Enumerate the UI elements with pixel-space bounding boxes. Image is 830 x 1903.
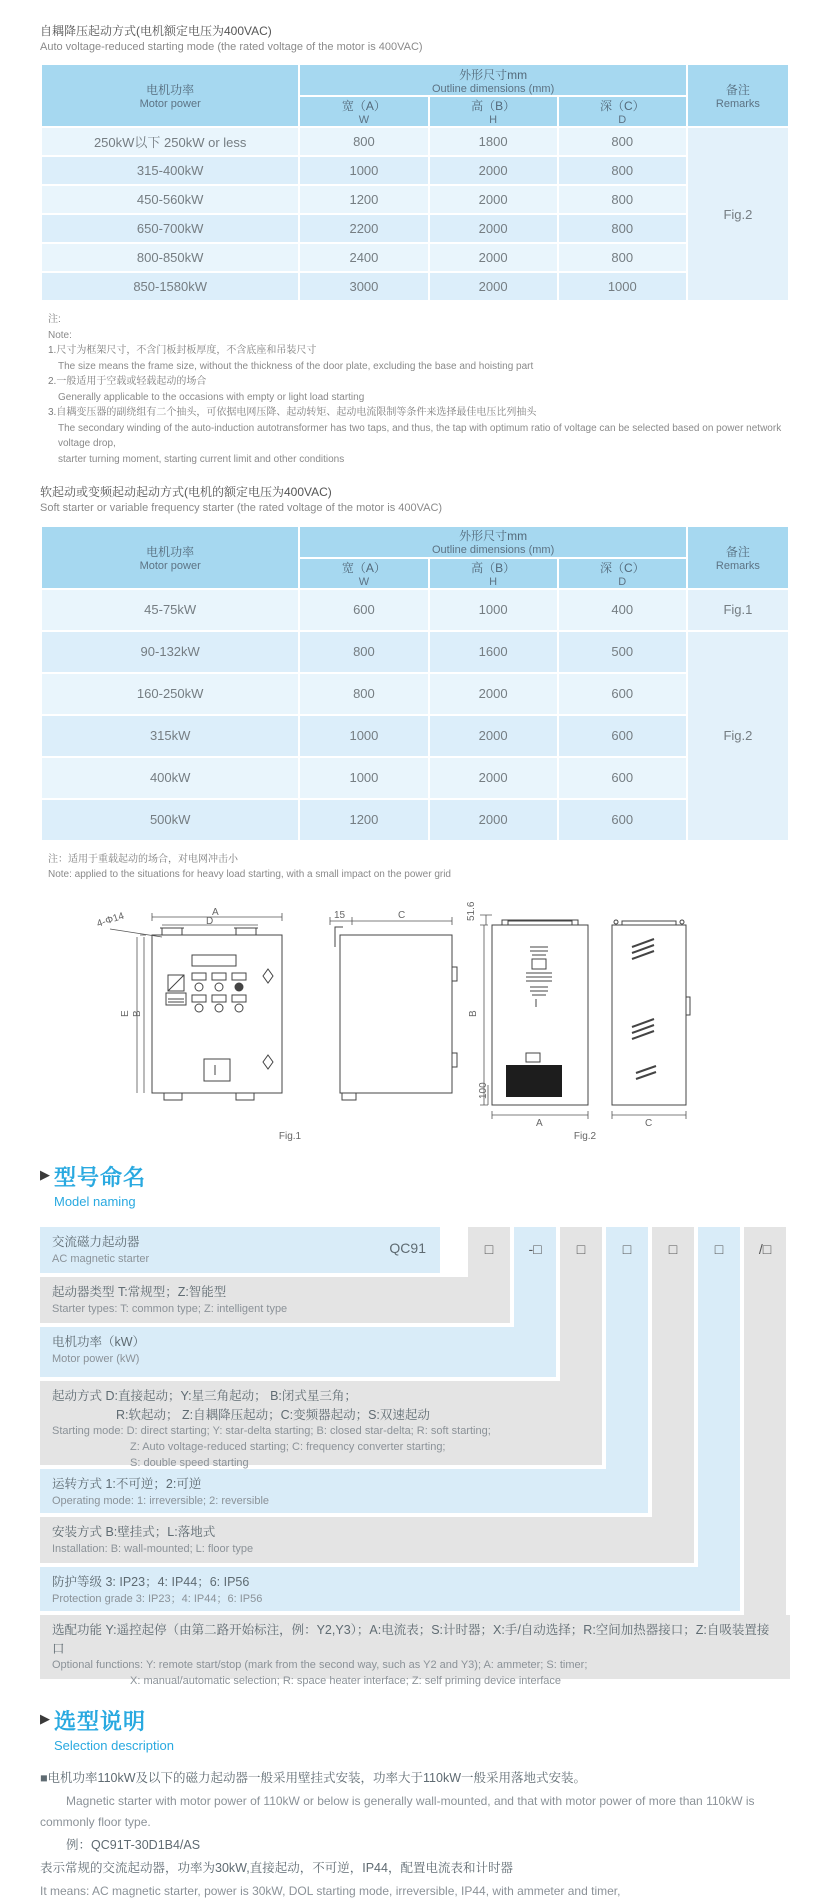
dim-label-51-6: 51.6 [466,901,477,921]
dim-label-holes: 4-Φ14 [95,910,126,930]
code-box-3: □ [576,1240,586,1257]
code-box-5: □ [668,1240,678,1257]
code-box-1: □ [484,1240,494,1257]
dim-label-A2: A [536,1117,543,1129]
selection-title-en: Selection description [54,1737,174,1753]
col-header-depth: 深（C） D [558,96,687,127]
col-header-motor-power: 电机功率 Motor power [41,64,299,127]
selection-example-code: 例：QC91T-30D1B4/AS [66,1837,201,1852]
dim-label-C2: C [645,1117,653,1129]
code-box-6: □ [714,1240,724,1257]
selection-example-en: It means: AC magnetic starter, power is 30kW, DOL starting mode, irreversible, IP44, with ammeter and timer, [40,1884,621,1899]
fig1-side-dimensions [330,917,452,925]
table-row: 160-250kW 800 2000 600 [41,673,789,715]
col-header-width: 宽（A） W [299,558,428,589]
mn-row-base: 交流磁力起动器 AC magnetic starter QC91 [40,1227,440,1273]
dim-label-15: 15 [334,909,346,921]
dim-label-C: C [398,909,406,921]
table-row: 400kW 1000 2000 600 [41,757,789,799]
auto-voltage-table [40,63,790,302]
code-column-6 [698,1227,740,1567]
dim-label-A: A [212,906,219,918]
code-column-5 [652,1227,694,1517]
table-row: 850-1580kW 3000 2000 1000 [41,272,789,301]
col-header-height: 高（B） H [429,558,558,589]
table2-remark-fig2: Fig.2 [687,631,789,841]
model-naming-diagram [40,1227,790,1688]
table1-title-en: Auto voltage-reduced starting mode (the rated voltage of the motor is 400VAC) [40,41,423,53]
fig2-front-view [492,920,588,1105]
selection-para-en2: commonly floor type. [40,1815,151,1830]
table-row: 90-132kW 800 1600 500 Fig.2 [41,631,789,673]
code-column-4 [606,1227,648,1469]
col-header-remarks: 备注 Remarks [687,526,789,589]
model-naming-title-zh: 型号命名 [54,1164,147,1190]
selection-title-zh: 选型说明 [54,1708,147,1734]
code-column-2 [514,1227,556,1327]
table-row: 500kW 1200 2000 600 [41,799,789,841]
dim-label-B2: B [468,1010,479,1017]
col-header-outline: 外形尺寸mm Outline dimensions (mm) [299,526,687,558]
fig1-caption: Fig.1 [278,1130,302,1142]
mn-row-motor-power: 电机功率（kW） Motor power (kW) [40,1327,556,1377]
table1-title-zh: 自耦降压起动方式(电机额定电压为400VAC) [40,24,272,38]
mn-row-operating-mode: 运转方式 1:不可逆；2:可逆 Operating mode: 1: irreversible; 2: reversible [40,1469,648,1513]
col-header-width: 宽（A） W [299,96,428,127]
col-header-motor-power: 电机功率 Motor power [41,526,299,589]
fig2-caption: Fig.2 [573,1130,597,1142]
table-row: 45-75kW 600 1000 400 Fig.1 [41,589,789,631]
table1-notes: 注: Note: 1.尺寸为框架尺寸，不含门板封板厚度，不含底座和吊装尺寸 The size means the frame size, without the thickness of the door plate, excluding the base and hoisting part 2.一般适用于空载或轻载起动的场合 Generally applicable to the occasions with empty or light load starting 3.自耦变压器的副绕组有二个抽头，可依据电网压降、起动转矩、起动电流限制等条件来选择最佳电压比列抽头 The secondary winding of the auto-induction autotransformer has two taps, and thus, the tap with optimum ratio of voltage can be selected based on power network voltage drop, starter turning moment, starting current limit and other conditions [48,314,782,465]
col-header-height: 高（B） H [429,96,558,127]
dimension-drawings-svg [40,901,790,1142]
selection-body [40,1767,790,1903]
fig2-side-view [612,920,690,1105]
dim-label-D: D [206,915,214,927]
mn-row-optional-functions: 选配功能 Y:遥控起停（由第二路开始标注，例：Y2,Y3）；A:电流表；S:计时器；X:手/自动选择；R:空间加热器接口；Z:自吸装置接口 Optional functions: Y: remote start/stop (mark from the second way, such as Y2 and Y3); A: ammeter; S: timer; X: manual/automatic selection; R: space heater interface; Z: self priming device interface [40,1615,790,1679]
selection-example-zh: 表示常规的交流起动器，功率为30kW,直接起动，不可逆，IP44，配置电流表和计时器 [40,1861,513,1876]
fig1-dimensions [110,913,282,1093]
code-box-4: □ [622,1240,632,1257]
dim-label-E: E [120,1010,131,1017]
selection-para-en1: Magnetic starter with motor power of 110kW or below is generally wall-mounted, and that with motor power of more than 110kW is [66,1793,755,1808]
table-row: 800-850kW 2400 2000 800 [41,243,789,272]
code-box-2: -□ [528,1240,542,1257]
table2-remark-fig1: Fig.1 [687,589,789,631]
model-naming-title-en: Model naming [54,1193,136,1209]
code-column-7 [744,1227,786,1615]
model-naming-heading [40,1161,790,1209]
code-column-3 [560,1227,602,1381]
section-arrow-icon: ▶ [40,1710,50,1726]
fig1-side-view [335,927,457,1100]
section-arrow-icon: ▶ [40,1166,50,1182]
col-header-outline: 外形尺寸mm Outline dimensions (mm) [299,64,687,96]
code-column-1 [468,1227,510,1277]
col-header-remarks: 备注 Remarks [687,64,789,127]
series-code: QC91 [389,1239,426,1256]
table2-title-en: Soft starter or variable frequency starter (the rated voltage of the motor is 400VAC) [40,502,443,515]
table-row: 250kW以下 250kW or less 800 1800 800 Fig.2 [41,127,789,156]
mn-row-installation: 安装方式 B:壁挂式；L:落地式 Installation: B: wall-mounted; L: floor type [40,1517,694,1563]
table-row: 315-400kW 1000 2000 800 [41,156,789,185]
selection-heading [40,1705,790,1753]
table1-remark: Fig.2 [687,127,789,301]
table2-notes: 注：适用于重载起动的场合，对电网冲击小 Note: applied to the situations for heavy load starting, with a small impact on the power grid [48,853,451,881]
mn-row-starting-mode: 起动方式 D:直接起动；Y:星三角起动； B:闭式星三角； R:软起动； Z:自耦降压起动；C:变频器起动；S:双速起动 Starting mode: D: direct starting; Y: star-delta starting; B: closed star-delta; R: soft starting; Z: Auto voltage-reduced starting; C: frequency converter starting; S: double speed starting [40,1381,602,1465]
outline-drawings [40,901,790,1147]
soft-starter-table [40,525,790,842]
table-row: 315kW 1000 2000 600 [41,715,789,757]
table-row: 450-560kW 1200 2000 800 [41,185,789,214]
selection-para-zh: ■电机功率110kW及以下的磁力起动器一般采用壁挂式安装，功率大于110kW一般采用落地式安装。 [40,1770,587,1785]
table-row: 650-700kW 2200 2000 800 [41,214,789,243]
fig1-front-view [152,928,282,1100]
dim-label-B: B [132,1010,143,1017]
mn-row-protection-grade: 防护等级 3: IP23；4: IP44；6: IP56 Protection grade 3: IP23；4: IP44；6: IP56 [40,1567,740,1611]
table2-title-zh: 软起动或变频起动起动方式(电机的额定电压为400VAC) [40,485,332,500]
col-header-depth: 深（C） D [558,558,687,589]
code-box-7: /□ [758,1240,772,1257]
dim-label-100: 100 [478,1082,489,1099]
mn-row-starter-type: 起动器类型 T:常规型；Z:智能型 Starter types: T: common type; Z: intelligent type [40,1277,510,1323]
